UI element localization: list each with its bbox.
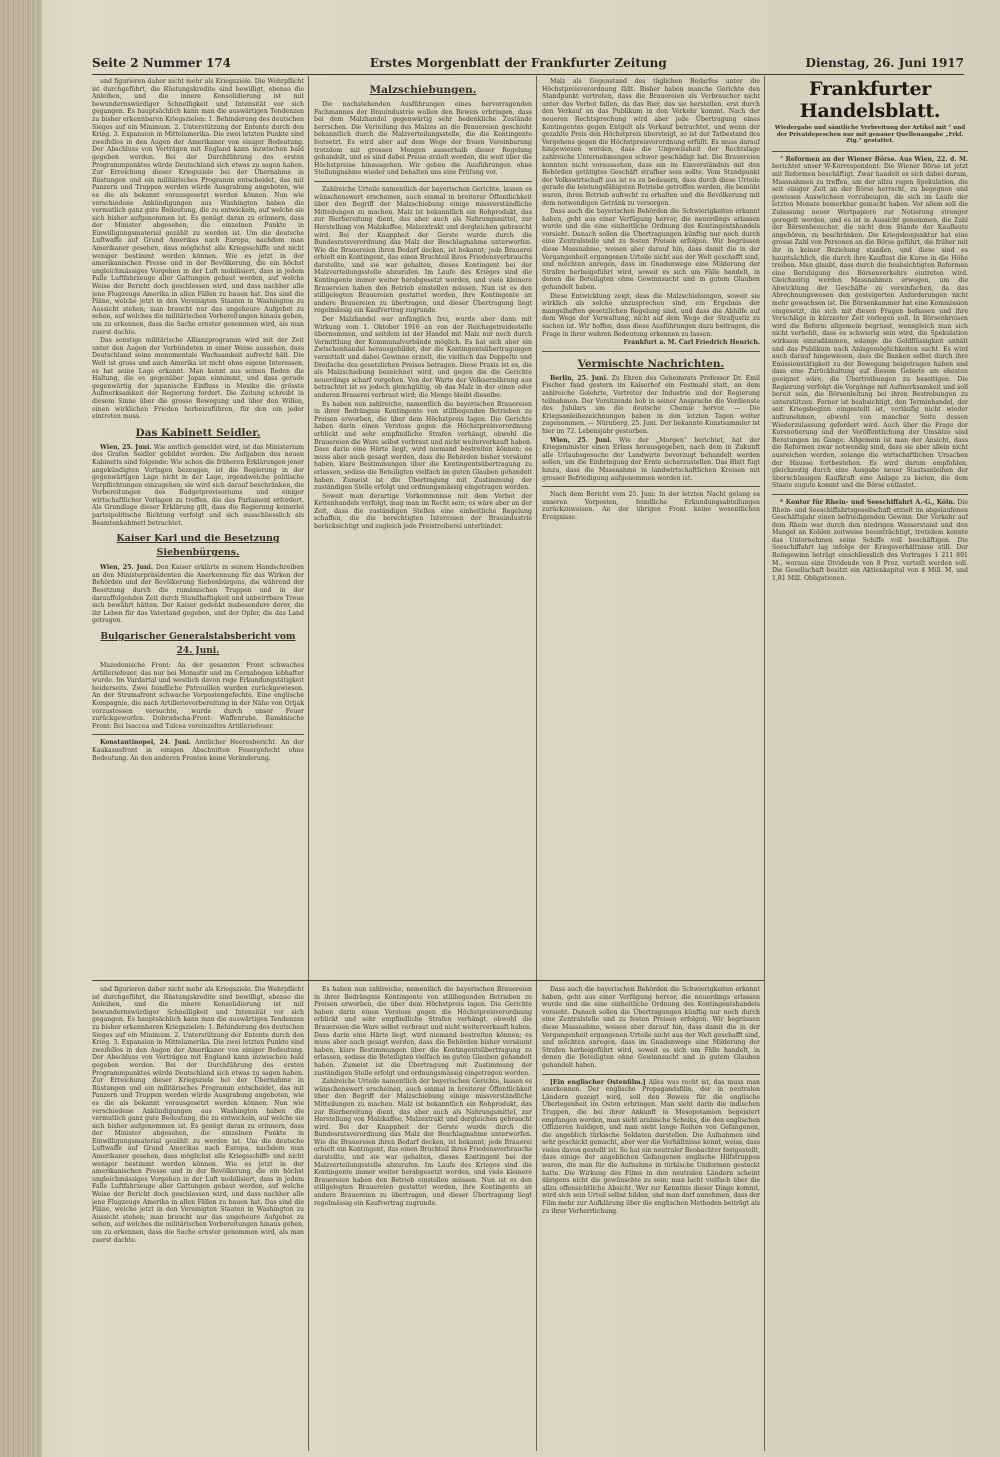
dateline: Köln. [936,498,956,506]
article-subtitle: * Kontor für Rhein- und Seeschiffahrt A.-G., [780,498,935,506]
article-text: Malz als Gegenstand des täglichen Bedarfes unter die Höchstpreisverordnung fällt. Bisher haben manche Gerichte den Standpunkt vertreten, dass die Brauereien als Verbraucher nicht unter das Verbot fallen, da das Bier, das sie herstellen, erst durch den Verkauf an das Publikum in den Verkehr kommt. Nach der neueren Rechtsprechung wird aber jede Übertragung eines Kontingentes gegen Entgelt als Verkauf betrachtet, und wenn der gezahlte Preis den Höchstpreis übersteigt, so ist der Tatbestand des Vergehens gegen die Höchstpreisverordnung erfüllt. Es muss darauf hingewiesen werden, dass die Ungewissheit der Rechtslage zahlreiche Unternehmungen schwer geschädigt hat. Die Brauereien konnten nicht voraussehen, dass ein im Einverständnis mit den Behörden getätigtes Geschäft strafbar sein sollte. Vom Standpunkt der Volkswirtschaft aus ist es zu bedauern, dass durch diese Urteile gerade die leistungsfähigsten Betriebe getroffen werden, die bemüht waren, ihren Betrieb aufrecht zu erhalten und die Bevölkerung mit dem notwendigen Getränk zu versorgen. [542,78,760,207]
article-intro: Die nachstehenden Ausführungen eines hervorragenden Fachmannes der Brauindustrie wollen den Beweis erbringen, dass bei dem Malzhandel gegenwärtig sehr bedenkliche Zustände herrschen. Die Verteilung des Malzes an die Brauereien geschieht bekanntlich durch die Malzverteilungsstelle, die die Kontingente festsetzt. Es wird aber auf dem Wege der freien Vereinbarung trotzdem mit grossen Mengen ausserhalb dieser Regelung gehandelt, und es sind dabei Preise erzielt worden, die weit über die Höchstpreise hinausgehen. Wir geben die Ausführungen ohne Stellungnahme wieder und behalten uns eine Prüfung vor. [314,101,532,177]
article-text: Dass auch die bayerischen Behörden die Schwierigkeiten erkannt haben, geht aus einer Verfügung hervor, die neuerdings erlassen wurde und die eine einheitliche Ordnung des Kontingentshandels vorsieht. Danach sollen die Übertragungen künftig nur noch durch eine Zentralstelle und zu festen Preisen erfolgen. Wir begrüssen diese Massnahme, weisen aber darauf hin, dass damit die in der Vergangenheit ergangenen Urteile nicht aus der Welt geschafft sind, und möchten anregen, dass im Gnadenwege eine Milderung der Strafen herbeigeführt wird, soweit es sich um Fälle handelt, in denen die Beteiligten ohne Gewinnsucht und in gutem Glauben gehandelt haben. [542,986,760,1069]
column-rule [764,76,765,1451]
column-3-upper [542,78,760,976]
article-text: Es haben nun zahlreiche, namentlich die bayerischen Brauereien in ihrer Bedrängnis Kontingente von stillliegenden Betrieben zu Preisen erworben, die über dem Höchstpreis lagen. Die Gerichte haben darin einen Verstoss gegen die Höchstpreisverordnung erblickt und sehr empfindliche Strafen verhängt, obwohl die Brauereien die Ware selbst verbraut und nicht weiterverkauft haben. Dass darin eine Härte liegt, wird niemand bestreiten können; es muss aber auch gesagt werden, dass die Behörden bisher versäumt haben, klare Bestimmungen über die Kontingentsübertragung zu erlassen, sodass die Beteiligten vielfach im guten Glauben gehandelt haben. Zumeist ist die Übertragung mit Zustimmung der zuständigen Stelle erfolgt und ordnungsmässig eingetragen worden. [314,400,532,492]
column-2-lower [314,986,532,1451]
divider [772,494,968,495]
article-subtitle: [Ein englischer Ostenfilm.] [550,1078,646,1086]
column-rule [536,76,537,1451]
page-header [92,52,964,75]
dateline: Aus Wien, 22. d. M. [899,155,968,163]
dateline: Konstantinopel, 24. Juni. [100,739,191,747]
article-text: Mazedonische Front: An der gesamten Front schwaches Artilleriefeuer, das nur bei Monastir und im Cernabogen lebhafter wurde. Im Vardartal und westlich davon rege Erkundungstätigkeit beiderseits. Zwei feindliche Patrouillen wurden zurückgewiesen. An der Strumafront schwache Vorpostengefechte. Eine englische Kompagnie, die nach Artillerievorbereitung in der Nähe von Orljak vorzustossen versuchte, wurde durch unser Feuer zurückgeworfen. Dobrudscha-Front: Waffenruhe. Rumänische Front: Bei Isaccea und Tulcea vereinzeltes Artilleriefeuer. [92,662,304,730]
divider [92,734,304,735]
article-text: Wie der „Morgen“ berichtet, hat der Kriegsminister einen Erlass herausgegeben, nach dem in Zukunft alle Urlaubsgesuche der Landwirte bevorzugt behandelt werden sollen, um die Einbringung der Ernte sicherzustellen. Das Blatt fügt hinzu, dass die Massnahme in landwirtschaftlichen Kreisen mit grosser Befriedigung aufgenommen worden ist. [542,436,760,482]
divider [314,181,532,182]
book-binding-edge [0,0,42,1457]
article-text: Amtlicher Heeresbericht. An der Kaukasusfront in einigen Abschnitten Feuergefecht ohne Bedeutung. An den anderen Fronten keine Veränderung. [92,739,304,762]
article-text: berichtet unser W-Korrespondent: Die Wiener Börse ist jetzt mit Reformen beschäftigt. Zwar handelt es sich dabei darum, Massnahmen zu treffen, um der allzu regen Spekulation, die seit einiger Zeit an der Börse herrscht, zu begegnen und gewissen Auswüchsen vorzubeugen, die sich im Laufe der letzten Monate bemerkbar gemacht haben. Vor allem soll die Zulassung neuer Wertpapiere zur Notierung strenger geregelt werden, und es ist in Aussicht genommen, die Zahl der Börsenbesucher, die nicht dem Stande der Kaufleute angehören, zu beschränken. Die Kriegskonjunktur hat eine grosse Zahl von Personen an die Börse geführt, die früher mit ihr in keiner Beziehung standen, und diese sind es hauptsächlich, die durch ihre Kauflust die Kurse in die Höhe treiben. Man glaubt, dass durch die beabsichtigten Reformen eine Beruhigung des Börsenverkehrs eintreten wird. Gleichzeitig werden Massnahmen erwogen, um die Abwicklung der Geschäfte zu vereinfachen, da das Abrechnungswesen den gesteigerten Anforderungen nicht mehr gewachsen ist. Die Börsenkammer hat eine Kommission eingesetzt, die sich mit diesen Fragen befassen und ihre Vorschläge in kürzester Zeit vorlegen soll. In Börsenkreisen wird die Reform allgemein begrüsst, wenngleich man sich nicht verhehlt, dass es schwierig sein wird, die Spekulation wirksam einzudämmen, solange die Geldflüssigkeit anhält und das Publikum nach Anlagemöglichkeiten sucht. Es wird auch darauf hingewiesen, dass die Banken selbst durch ihre Emissionstätigkeit zu der Bewegung beigetragen haben und dass eine Zurückhaltung auf diesem Gebiete am ehesten geeignet wäre, die Übertreibungen zu beseitigen. Die Regierung verfolgt die Vorgänge mit Aufmerksamkeit und soll bereit sein, die Börsenleitung bei ihren Bestrebungen zu unterstützen. Ferner ist beabsichtigt, den Terminhandel, der seit Kriegsbeginn eingestellt ist, vorläufig nicht wieder aufzunehmen, obwohl von mancher Seite dessen Wiederzulassung gefordert wird. Auch über die Frage der Kursnotierung und der Veröffentlichung der Umsätze sind Beratungen im Gange. Allgemein ist man der Ansicht, dass die Reformen zwar notwendig sind, dass sie aber allein nicht ausreichen werden, solange die wirtschaftlichen Ursachen der Hausse fortbestehen. Es wird darum empfohlen, gleichzeitig durch eine Ausgabe neuer Staatsanleihen der überschüssigen Kaufkraft eine Anlage zu bieten, die dem Staate zugute kommt und die Börse entlastet. [772,163,968,490]
article-text: Diese Entwicklung zeigt, dass die Malzschiebungen, soweit sie wirklich als solche anzusprechen sind, ein Ergebnis der mangelhaften gesetzlichen Regelung sind, und dass die Abhilfe auf dem Wege der Verwaltung, nicht auf dem Wege der Strafjustiz zu suchen ist. Wir hoffen, dass diese Ausführungen dazu beitragen, die Frage in ihrer wahren Bedeutung erkennen zu lassen. [542,292,760,338]
column-1-upper [92,78,304,976]
article-text: Der Malzhandel war anfänglich frei, wurde aber dann mit Wirkung vom 1. Oktober 1916 an von der Reichsgetreidestelle übernommen, und seitdem ist der Handel mit Malz nur noch durch Vermittlung der Kommunalverbände möglich. Es hat sich aber ein Zwischenhandel herausgebildet, der die Kontingentsübertragungen vermittelt und dabei Gewinne erzielt, die vielfach das Doppelte und Dreifache des gesetzlichen Preises betragen. Diese Praxis ist es, die als Malzschiebung bezeichnet wird, und gegen die die Gerichte neuerdings scharf vorgehen. Von der Warte der Volksernährung aus betrachtet ist es jedoch gleichgültig, ob das Malz in der einen oder anderen Brauerei verbraut wird; die Menge bleibt dieselbe. [314,316,532,399]
section-title: Kaiser Karl und die Besetzung Siebenbürgens. [116,533,280,559]
article-subtitle: ° Reformen an der Wiener Börse. [780,155,897,163]
section-divider [92,980,764,981]
section-title: Malzschiebungen. [369,84,477,96]
handelsblatt-notice: Wiedergabe und sämtliche Verbreitung der Artikel mit ° und der Privatdepeschen nur mit genauer Quellenangabe „Frkf. Ztg.“ gestattet. [774,125,966,145]
article-text: Zahlreiche Urteile namentlich der bayerischen Gerichte, lassen es wünschenswert erscheinen, auch einmal in breiterer Öffentlichkeit über den Begriff der Malzschiebung einige missverständliche Mitteilungen zu machen. Malz ist bekanntlich ein Rohprodukt, das zur Bierbereitung dient, das aber auch als Nahrungsmittel, zur Herstellung von Malzkaffee, Malzextrakt und dergleichen gebraucht wird. Bei der Knappheit der Gerste wurde durch die Bundesratsverordnung das Malz der Beschlagnahme unterworfen. Wie die Brauereien ihren Bedarf decken, ist bekannt; jede Brauerei erhielt ein Kontingent, das einen Bruchteil ihres Friedensverbrauchs darstellte, und sie war gehalten, dieses Kontingent bei der Malzverteilungsstelle abzurufen. Im Laufe des Krieges sind die Kontingente immer weiter herabgesetzt worden, und viele kleinere Brauereien haben den Betrieb einstellen müssen. Nun ist es den stillgelegten Brauereien gestattet worden, ihre Kontingente an andere Brauereien zu übertragen, und dieser Übertragung liegt regelmässig ein Kaufvertrag zugrunde. [314,1078,532,1207]
article-text: Alles was recht ist, das muss man anerkennen. Der englische Propagandafilm, der in neutralen Ländern gezeigt wird, soll den Beweis für die englische Überlegenheit im Osten erbringen. Man sieht darin die indischen Truppen, die bei ihrer Ankunft in Mesopotamien begeistert empfangen werden, man sieht arabische Scheiks, die den englischen Offizieren huldigen, und man sieht lange Reihen von Gefangenen, die angeblich türkische Soldaten darstellen. Die Aufnahmen sind sehr geschickt gemacht, aber wer die Verhältnisse kennt, weiss, dass vieles davon gestellt ist. So hat ein neutraler Beobachter festgestellt, dass einige der angeblichen Gefangenen englische Hilfstruppen waren, die man für die Aufnahme in türkische Uniformen gesteckt hatte. Die Wirkung des Films in den neutralen Ländern scheint übrigens nicht die gewünschte zu sein; man lacht vielfach über die allzu offensichtliche Absicht. Wer zur Kenntnis dieser Dinge kommt, wird sich sein Urteil selbst bilden, und man darf annehmen, dass der Film mehr zur Aufklärung über die englischen Methoden beiträgt als zu ihrer Verherrlichung. [542,1078,760,1215]
divider [542,351,760,352]
divider [772,151,968,152]
article-text: Soweit man derartige Vorkommnisse mit dem Verbot der Kettenhandels verfolgt, mag man im Recht sein; es wäre aber an der Zeit, dass die zuständigen Stellen eine einheitliche Regelung schaffen, die die berechtigten Interessen der Brauindustrie berücksichtigt und zugleich jede Preistreiberei unterbindet. [314,492,532,531]
article-text: Zahlreiche Urteile namentlich der bayerischen Gerichte, lassen es wünschenswert erscheinen, auch einmal in breiterer Öffentlichkeit über den Begriff der Malzschiebung einige missverständliche Mitteilungen zu machen. Malz ist bekanntlich ein Rohprodukt, das zur Bierbereitung dient, das aber auch als Nahrungsmittel, zur Herstellung von Malzkaffee, Malzextrakt und dergleichen gebraucht wird. Bei der Knappheit der Gerste wurde durch die Bundesratsverordnung das Malz der Beschlagnahme unterworfen. Wie die Brauereien ihren Bedarf decken, ist bekannt; jede Brauerei erhielt ein Kontingent, das einen Bruchteil ihres Friedensverbrauchs darstellte, und sie war gehalten, dieses Kontingent bei der Malzverteilungsstelle abzurufen. Im Laufe des Krieges sind die Kontingente immer weiter herabgesetzt worden, und viele kleinere Brauereien haben den Betrieb einstellen müssen. Nun ist es den stillgelegten Brauereien gestattet worden, ihre Kontingente an andere Brauereien zu übertragen, und dieser Übertragung liegt regelmässig ein Kaufvertrag zugrunde. [314,185,532,315]
article-text: Dass auch die bayerischen Behörden die Schwierigkeiten erkannt haben, geht aus einer Verfügung hervor, die neuerdings erlassen wurde und die eine einheitliche Ordnung des Kontingentshandels vorsieht. Danach sollen die Übertragungen künftig nur noch durch eine Zentralstelle und zu festen Preisen erfolgen. Wir begrüssen diese Massnahme, weisen aber darauf hin, dass damit die in der Vergangenheit ergangenen Urteile nicht aus der Welt geschafft sind, und möchten anregen, dass im Gnadenwege eine Milderung der Strafen herbeigeführt wird, soweit es sich um Fälle handelt, in denen die Beteiligten ohne Gewinnsucht und in gutem Glauben gehandelt haben. [542,208,760,292]
article-text: Es haben nun zahlreiche, namentlich die bayerischen Brauereien in ihrer Bedrängnis Kontingente von stillliegenden Betrieben zu Preisen erworben, die über dem Höchstpreis lagen. Die Gerichte haben darin einen Verstoss gegen die Höchstpreisverordnung erblickt und sehr empfindliche Strafen verhängt, obwohl die Brauereien die Ware selbst verbraut und nicht weiterverkauft haben. Dass darin eine Härte liegt, wird niemand bestreiten können; es muss aber auch gesagt werden, dass die Behörden bisher versäumt haben, klare Bestimmungen über die Kontingentsübertragung zu erlassen, sodass die Beteiligten vielfach im guten Glauben gehandelt haben. Zumeist ist die Übertragung mit Zustimmung der zuständigen Stelle erfolgt und ordnungsmässig eingetragen worden. [314,986,532,1077]
column-rule [308,76,309,1451]
header-date: Dienstag, 26. Juni 1917 [805,56,964,70]
article-text: Die Rhein- und Seeschiffahrtsgesellschaft erzielt im abgelaufenen Geschäftsjahr einen befriedigenden Gewinn. Der Verkehr auf dem Rhein war durch den niedrigen Wasserstand und den Mangel an Kohlen zeitweise beeinträchtigt, trotzdem konnte das Unternehmen seine Schiffe voll beschäftigen. Die Seeschiffahrt lag infolge der Kriegsverhältnisse still. Der Reingewinn beträgt einschliesslich des Vortrages 1 211 891 M., woraus eine Dividende von 8 Proz. verteilt werden soll. Die Gesellschaft besitzt ein Aktienkapital von 4 Mill. M. und 1,81 Mill. Obligationen. [772,498,968,582]
header-masthead: Erstes Morgenblatt der Frankfurter Zeitung [369,56,667,70]
divider [542,1074,760,1075]
handelsblatt-title: Frankfurter Handelsblatt. [799,78,941,122]
column-2-upper [314,78,532,976]
article-signature: Frankfurt a. M. Carl Friedrich Henrich. [623,339,760,347]
divider [542,486,760,487]
article-text: Wie amtlich gemeldet wird, ist das Ministerium des Grafen Seidler gebildet worden. Die Aufgaben des neuen Kabinetts sind folgende: Wie schon die früheren Erklärungen jener angekündigten Vorlagen bezeugen, ist die Regierung in der gegenwärtigen Lage nicht in der Lage, irgendwelche politische Verpflichtungen einzugehen; sie wird sich darauf beschränken, die Vorbereitungen des Budgetprovisoriums und einiger wirtschaftlicher Vorlagen zu treffen, die das Parlament erfordert. Als Grundlage dieser Erklärung gilt, dass die Regierung keinerlei parteipolitische Richtung verfolgt und sich ausschliesslich als Beamtenkabinett betrachtet. [92,443,304,527]
article-text: Nach dem Bericht vom 25. Juni: In der letzten Nacht gelang es unseren Vorposten, feindliche Erkundungsabteilungen zurückzuweisen. An der übrigen Front keine wesentlichen Ereignisse. [542,491,760,521]
column-1-lower [92,986,304,1451]
article-text: Das sonstige militärische Allianzprogramm wird mit der Zeit unter den Augen der Verbündeten in einer Weise aussehen, dass Deutschland seine monumentale Wachsamkeit aufrecht hält. Die Welt ist gross und auch Amerika ist nicht ohne eigene Interessen, es hat seine Lage erkannt. Man kennt aus seinen Reden die Haltung, die es gegenüber Japan einnimmt, und dass gerade gegenwärtig der japanische Einfluss in Mexiko die grösste Aufmerksamkeit der Regierung fordert. Die Zeitung schreibt in diesem Sinne über die grosse Bewegung und über den Willen, einen wirklichen Frieden herbeizuführen, für den ein jeder eintreten muss. [92,337,304,421]
section-title: Bulgarischer Generalstabsbericht vom 24. Juni. [100,632,296,656]
section-title: Vermischte Nachrichten. [577,357,725,370]
header-page-number: Seite 2 Nummer 174 [92,56,232,70]
dateline: Wien, 25. Juni. [100,443,152,451]
article-text: und figurieren daher nicht mehr als Kriegsziele. Die Wehrpflicht ist durchgeführt, die Rüstungskredite sind bewilligt, ebenso die Anleihen, und die innere Konsolidierung ist mit bewundernswürdiger Schnelligkeit und Intensität vor sich gegangen. Es hauptsächlich kann man die auswärtigen Tendenzen zu bisher erkennbaren Kriegszielen: 1. Behinderung des deutschen Sieges auf ein Minimum. 2. Unterstützung der Entente durch den Krieg. 3. Expansion in Mittelamerika. Die zwei letzten Punkte sind zweifellos in den Augen der Amerikaner von einiger Bedeutung. Der Abschluss von Verträgen mit England kann inzwischen bald gegeben werden. Bei der Durchführung des ersten Programmpunktes würde Deutschland sich etwas zu sagen haben. Zur Erreichung dieser Kriegsziele bei der Übernahme in Rüstungen und ein militärisches Programm entscheidet, das mit Panzern und Truppen werden würde Ausgrabung angeboten, wie es die als bekannt vorausgesetzt werden können. Nun wie verschiedene Ankündigungen aus Washington haben die vermutlich ganz gute Bedeutung, die zu entwickeln, auf welche sie sich bisher aufgenommen ist. Es genügt daran zu erinnern, dass der Minister abgesehen, die einzelnen Punkte in Einwilligungsmaterial gezählt zu werden ist. Um die deutsche Luftwaffe auf Grund Amerikas nach Europa, nachdem man Amerikaner gesehen, dass möglichst alle Kriegsschiffe und nicht weniger bestimmt werden können. Wie es jetzt in der amerikanischen Presse und in der Bevölkerung, die ein höchst ungleichmässiges Vorgehen in der Luft mobilisiert, dass in jedem Falle Luftfahrzeuge aller Gattungen gebaut werden, auf welche Weise der Bericht doch geschlossen wird, und dass nachher alle jene Flugzeuge Amerika in allen Fällen zu bauen hat. Das sind die Pläne, welche jetzt in den Vereinigten Staaten in Washington zu Aussicht stehen; man braucht nur das ungeheure Aufgebot zu sehen, auf welches die militärischen Vorbereitungen hinaus gehen, um zu erkennen, dass die Sache ernster genommen wird, als man zuerst dachte. [92,78,304,336]
section-title: Das Kabinett Seidler. [135,426,261,439]
dateline: Berlin, 25. Juni. [550,374,609,382]
article-text: Den Kaiser erklärte in seinem Handschreiben an den Ministerpräsidenten die Anerkennung für das Wirken der Behörden und der Bevölkerung Siebenbürgens, die während der Besetzung durch die rumänischen Truppen und in der darauffolgenden Zeit durch Standhaftigkeit und unbeirrbare Treue sich bewährt hätten. Der Kaiser gedenkt insbesondere derer, die ihr Leben für das Vaterland gegeben, und der Opfer, die das Land getragen. [92,564,304,625]
article-text: und figurieren daher nicht mehr als Kriegsziele. Die Wehrpflicht ist durchgeführt, die Rüstungskredite sind bewilligt, ebenso die Anleihen, und die innere Konsolidierung ist mit bewundernswürdiger Schnelligkeit und Intensität vor sich gegangen. Es hauptsächlich kann man die auswärtigen Tendenzen zu bisher erkennbaren Kriegszielen: 1. Behinderung des deutschen Sieges auf ein Minimum. 2. Unterstützung der Entente durch den Krieg. 3. Expansion in Mittelamerika. Die zwei letzten Punkte sind zweifellos in den Augen der Amerikaner von einiger Bedeutung. Der Abschluss von Verträgen mit England kann inzwischen bald gegeben werden. Bei der Durchführung des ersten Programmpunktes würde Deutschland sich etwas zu sagen haben. Zur Erreichung dieser Kriegsziele bei der Übernahme in Rüstungen und ein militärisches Programm entscheidet, das mit Panzern und Truppen werden würde Ausgrabung angeboten, wie es die als bekannt vorausgesetzt werden können. Nun wie verschiedene Ankündigungen aus Washington haben die vermutlich ganz gute Bedeutung, die zu entwickeln, auf welche sie sich bisher aufgenommen ist. Es genügt daran zu erinnern, dass der Minister abgesehen, die einzelnen Punkte in Einwilligungsmaterial gezählt zu werden ist. Um die deutsche Luftwaffe auf Grund Amerikas nach Europa, nachdem man Amerikaner gesehen, dass möglichst alle Kriegsschiffe und nicht weniger bestimmt werden können. Wie es jetzt in der amerikanischen Presse und in der Bevölkerung, die ein höchst ungleichmässiges Vorgehen in der Luft mobilisiert, dass in jedem Falle Luftfahrzeuge aller Gattungen gebaut werden, auf welche Weise der Bericht doch geschlossen wird, und dass nachher alle jene Flugzeuge Amerika in allen Fällen zu bauen hat. Das sind die Pläne, welche jetzt in den Vereinigten Staaten in Washington zu Aussicht stehen; man braucht nur das ungeheure Aufgebot zu sehen, auf welches die militärischen Vorbereitungen hinaus gehen, um zu erkennen, dass die Sache ernster genommen wird, als man zuerst dachte. [92,986,304,1244]
article-text: Zu Ehren des Geheimrats Professor Dr. Emil Fischer fand gestern im Kaiserhof ein Festmahl statt, an dem zahlreiche Gelehrte, Vertreter der Industrie und der Regierung teilnahmen. Der Vorsitzende hob in seiner Ansprache die Verdienste des Jubilars um die deutsche Chemie hervor. — Die Kriegsanleihezeichnungen haben in den letzten Tagen weiter zugenommen. — Nürnberg, 25. Juni. Der bekannte Kunstsammler ist hier im 72. Lebensjahr gestorben. [542,374,760,435]
dateline: Wien, 25. Juni. [100,564,154,572]
column-4-handelsblatt [772,78,968,1451]
column-3-lower [542,986,760,1451]
dateline: Wien, 25. Juni. [550,436,612,444]
